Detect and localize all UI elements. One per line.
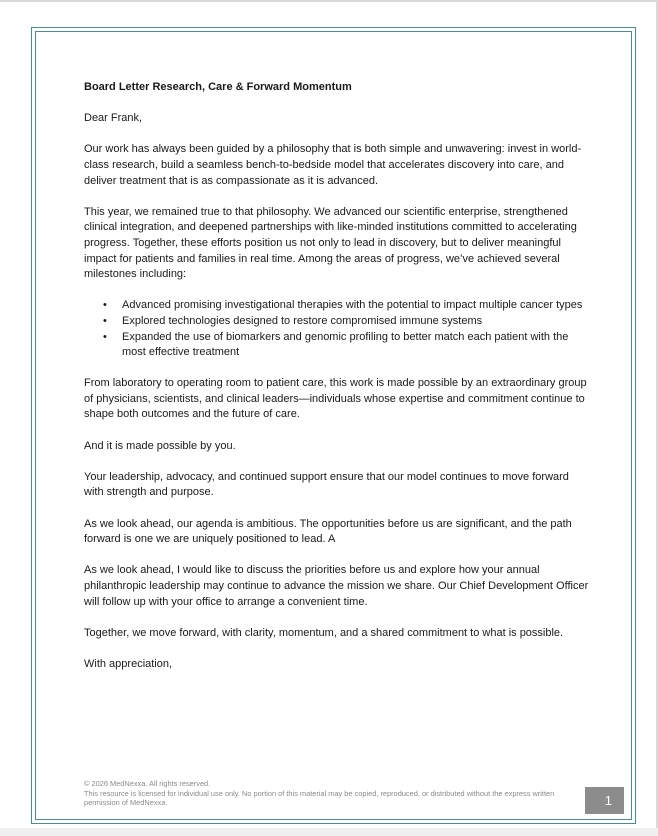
document-body[interactable] xyxy=(84,80,589,688)
paragraph-leadership: Your leadership, advocacy, and continued support ensure that our model continues to move forward with strength and purpose. xyxy=(84,470,569,499)
list-item xyxy=(103,298,589,314)
salutation: Dear Frank, xyxy=(84,112,143,125)
paragraph-team: From laboratory to operating room to patient care, this work is made possible by an extraordinary group of physicians, scientists, and clinical leaders—individuals whose expertise and commitment continue to shape both outcomes and the future of care. xyxy=(84,377,587,421)
closing: With appreciation, xyxy=(84,657,173,670)
list-item xyxy=(103,330,589,361)
bullet-icon: • xyxy=(103,299,107,312)
paragraph-philosophy: Our work has always been guided by a philosophy that is both simple and unwavering: invest in world-class research, build a seamless bench-to-bedside model that accelerates discovery into care, and deliver treatment that is as compassionate as it is advanced. xyxy=(84,143,582,187)
footer-license: This resource is licensed for individual use only. No portion of this material may be copied, reproduced, or distributed without the express written permission of MedNexxa. xyxy=(84,788,555,808)
paragraph-progress: This year, we remained true to that philosophy. We advanced our scientific enterprise, strengthened clinical integration, and deepened partnerships with like-minded institutions committed to accelerating progress. Together, these efforts position us not only to lead in discovery, but to deliver meaningful impact for patients and families in real time. Among the areas of progress, we’ve achieved several milestones including: xyxy=(84,205,577,281)
paragraph-made-possible: And it is made possible by you. xyxy=(84,439,236,452)
footer-copyright: © 2026 MedNexxa. All rights reserved. xyxy=(84,779,211,788)
paragraph-together: Together, we move forward, with clarity, momentum, and a shared commitment to what is possible. xyxy=(84,626,564,639)
list-item-text: Explored technologies designed to restore compromised immune systems xyxy=(122,314,483,327)
page-footer xyxy=(84,779,574,808)
status-bar xyxy=(0,828,658,836)
list-item-text: Advanced promising investigational therapies with the potential to impact multiple cancer types xyxy=(122,299,583,312)
page-number-badge: 1 xyxy=(585,787,624,814)
page-top-edge xyxy=(0,0,658,2)
milestone-list xyxy=(84,298,589,360)
list-item-text: Expanded the use of biomarkers and genomic profiling to better match each patient with the most effective treatment xyxy=(122,330,569,359)
bullet-icon: • xyxy=(103,314,107,327)
bullet-icon: • xyxy=(103,330,107,343)
paragraph-next-steps: As we look ahead, I would like to discuss the priorities before us and explore how your annual philanthropic leadership may continue to advance the mission we share. Our Chief Development Officer will follow up with your office to arrange a convenient time. xyxy=(84,564,589,608)
list-item xyxy=(103,314,589,330)
paragraph-agenda: As we look ahead, our agenda is ambitious. The opportunities before us are significant, and the path forward is one we are uniquely positioned to lead. A xyxy=(84,517,572,546)
document-title: Board Letter Research, Care & Forward Momentum xyxy=(84,81,352,93)
